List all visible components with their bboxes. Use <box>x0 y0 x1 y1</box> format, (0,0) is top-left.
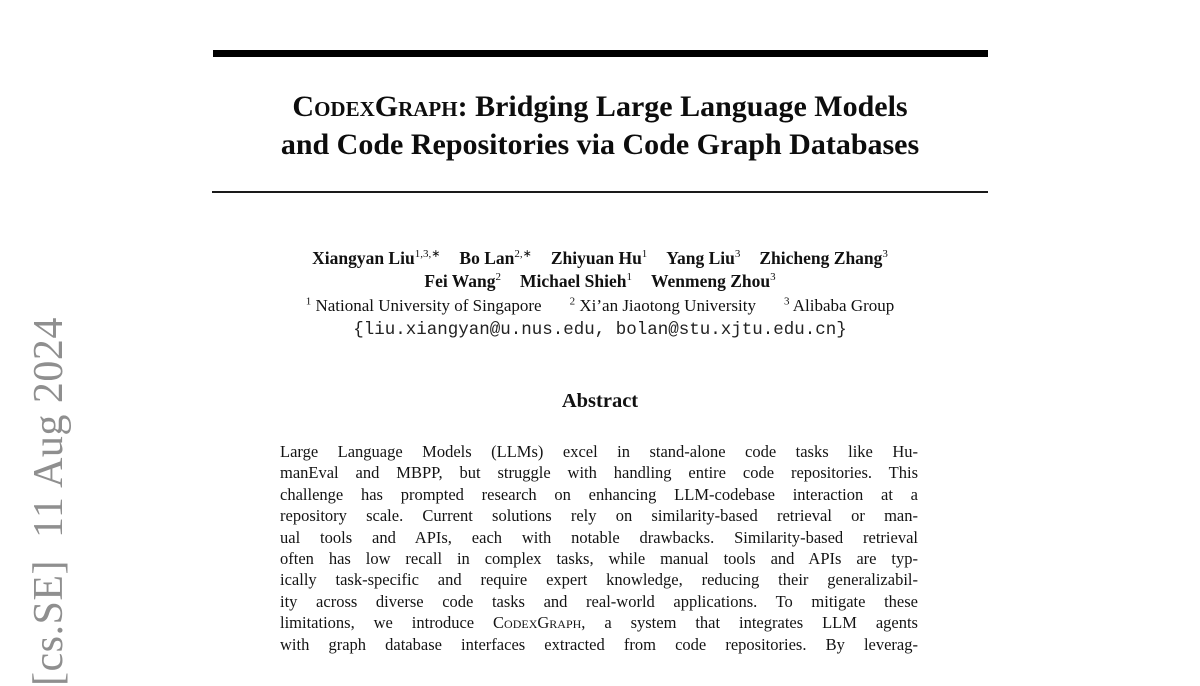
author-row-2 <box>100 270 1100 293</box>
title-line-1 <box>100 88 1100 126</box>
affiliation-name: Alibaba Group <box>792 296 895 315</box>
author-affiliation-superscript: 1 <box>626 271 632 284</box>
affiliation-item <box>570 294 756 317</box>
abstract-line: Large Language Models (LLMs) excel in stand-alone code tasks like Hu- <box>280 442 918 461</box>
abstract-line: often has low recall in complex tasks, while manual tools and APIs are typ- <box>280 548 918 568</box>
title-line-1-rest: : Bridging Large Language Models <box>457 90 908 123</box>
email-line: {liu.xiangyan@u.nus.edu, bolan@stu.xjtu.edu.cn} <box>353 320 847 340</box>
abstract-line: challenge has prompted research on enhancing LLM-codebase interaction at a <box>280 484 918 504</box>
top-rule <box>213 50 988 57</box>
title-rule <box>212 191 988 193</box>
affiliation-item <box>306 294 542 317</box>
author-affiliation-superscript: 1 <box>641 248 648 261</box>
abstract-line: ity across diverse code tasks and real-world applications. To mitigate these <box>280 591 918 611</box>
abstract-body <box>280 441 918 655</box>
affiliation-number-superscript: 2 <box>569 295 576 308</box>
title-line-2: and Code Repositories via Code Graph Databases <box>280 128 920 161</box>
affiliation-name: National University of Singapore <box>315 296 542 315</box>
author-name: Zhicheng Zhang$^3$ <box>759 248 888 268</box>
author-block <box>100 247 1100 341</box>
affiliation-row <box>100 294 1100 317</box>
author-affiliation-superscript: 2 <box>495 271 502 284</box>
author-name: Fei Wang$^2$ <box>424 271 502 291</box>
abstract-line: ically task-specific and require expert knowledge, reducing their generalizabil- <box>280 570 918 590</box>
author-name: Zhiyuan Hu$^1$ <box>550 248 648 268</box>
author-name: Michael Shieh$^1$ <box>520 271 632 291</box>
author-affiliation-superscript: 3 <box>770 271 776 284</box>
abstract-line: repository scale. Current solutions rely on similarity-based retrieval or man- <box>280 506 918 526</box>
abstract-line: manEval and MBPP, but struggle with handling entire code repositories. This <box>280 463 918 483</box>
author-affiliation-superscript: 3 <box>882 248 888 261</box>
author-affiliation-superscript: 2,∗ <box>514 248 532 261</box>
abstract-heading: Abstract <box>561 390 639 412</box>
author-row-1 <box>100 247 1100 270</box>
abstract-line: with graph database interfaces extracted from code repositories. By leverag- <box>280 634 918 654</box>
affiliation-number-superscript: 3 <box>783 295 790 308</box>
author-affiliation-superscript: 1,3,∗ <box>414 248 441 261</box>
author-name: Wenmeng Zhou$^3$ <box>651 271 776 291</box>
abstract-line: limitations, we introduce CodexGraph, a system that integrates LLM agents <box>280 613 918 633</box>
affiliation-item <box>784 294 894 317</box>
affiliation-number-superscript: 1 <box>305 295 312 308</box>
author-affiliation-superscript: 3 <box>734 248 741 261</box>
author-name: Xiangyan Liu$^{1,3,∗}$ <box>312 248 441 268</box>
codexgraph-wordmark: CodexGraph <box>493 613 582 633</box>
paper-title <box>100 88 1100 164</box>
abstract-line: ual tools and APIs, each with notable drawbacks. Similarity-based retrieval <box>280 527 918 547</box>
title-smallcaps-codexgraph: CodexGraph <box>292 90 458 123</box>
arxiv-banner: [cs.SE] 11 Aug 2024 <box>26 317 72 686</box>
affiliation-name: Xi’an Jiaotong University <box>579 296 756 315</box>
author-name: Bo Lan$^{2,∗}$ <box>459 248 532 268</box>
author-name: Yang Liu$^3$ <box>666 248 741 268</box>
